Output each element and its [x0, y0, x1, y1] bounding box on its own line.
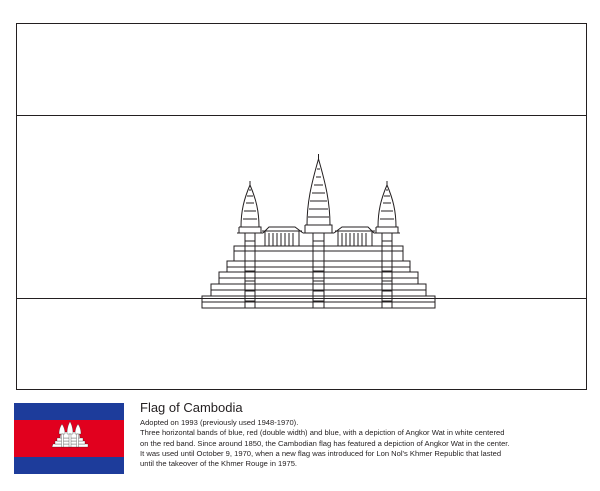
reference-flag-bottom-blue-band — [14, 457, 124, 474]
reference-flag-top-blue-band — [14, 403, 124, 420]
angkor-wat-white-icon — [51, 421, 89, 448]
flag-caption — [140, 400, 585, 469]
caption-description-line-2: on the red band. Since around 1850, the Cambodian flag has featured a depiction of Angkor Wat in the center. — [140, 438, 510, 448]
flag-outline-canvas — [16, 23, 587, 390]
reference-flag-cambodia — [14, 403, 124, 474]
caption-title: Flag of Cambodia — [140, 400, 243, 415]
top-band-divider — [17, 115, 586, 116]
caption-adopted: Adopted on 1993 (previously used 1948-1970). — [140, 418, 299, 427]
caption-description-line-3: It was used until October 9, 1970, when a new flag was introduced for Lon Nol's Khmer Republic that lasted — [140, 448, 502, 458]
angkor-wat-outline-icon — [197, 151, 440, 311]
caption-description-line-1: Three horizontal bands of blue, red (double width) and blue, with a depiction of Angkor Wat in white centered — [140, 428, 505, 438]
caption-description-line-4: until the takeover of the Khmer Rouge in 1975. — [140, 459, 298, 469]
